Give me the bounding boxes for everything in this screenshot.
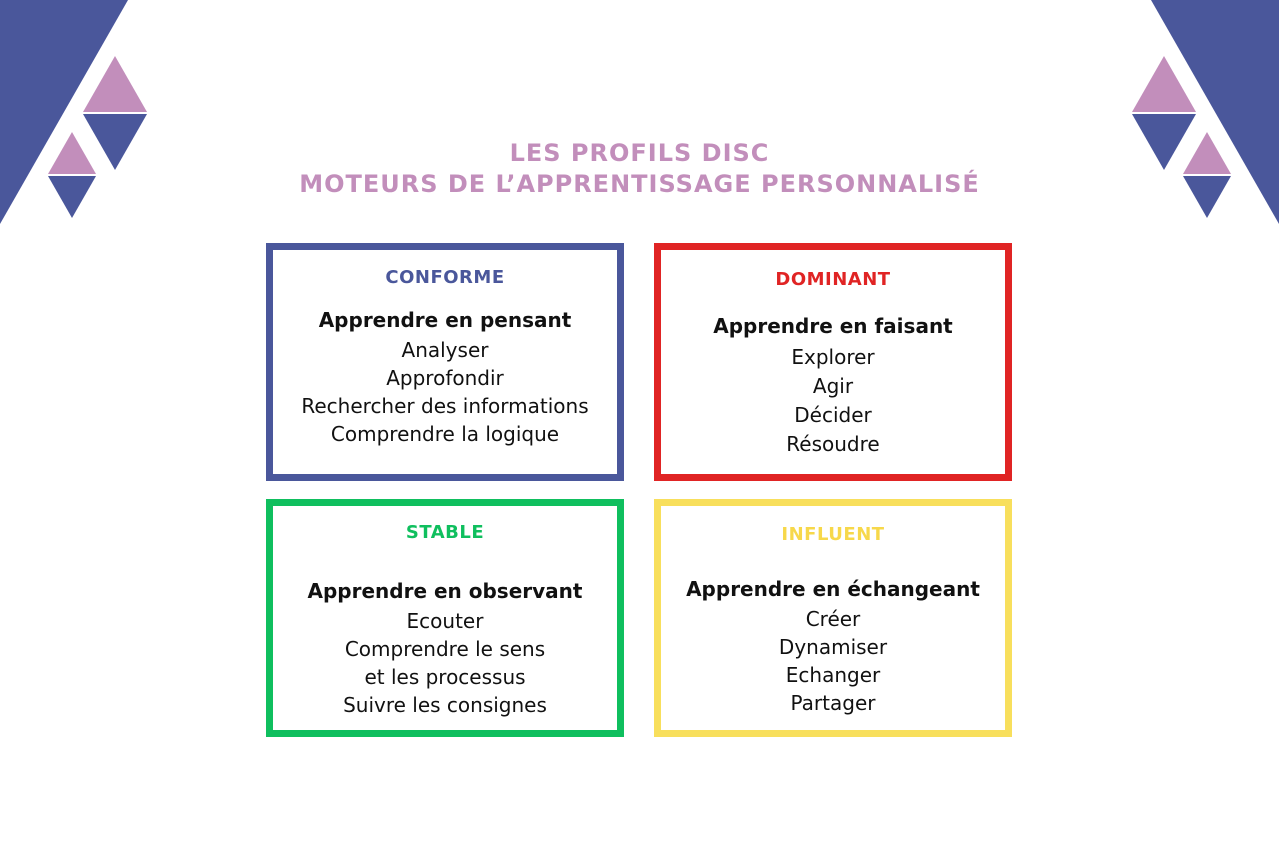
card-heading-stable: STABLE — [405, 522, 485, 543]
list-item: Comprendre la logique — [330, 422, 560, 446]
list-item: Echanger — [785, 663, 881, 687]
pink-triangle-up — [83, 56, 147, 112]
list-item: Créer — [805, 607, 861, 631]
list-item: Explorer — [791, 345, 875, 369]
list-item: Ecouter — [406, 609, 484, 633]
list-item: Approfondir — [386, 366, 504, 390]
title-line-2: MOTEURS DE L’APPRENTISSAGE PERSONNALISÉ — [299, 170, 980, 198]
list-item: Décider — [794, 403, 872, 427]
card-lead-influent: Apprendre en échangeant — [686, 577, 980, 601]
card-heading-influent: INFLUENT — [781, 524, 885, 545]
card-dominant — [654, 243, 1012, 481]
card-heading-dominant: DOMINANT — [775, 269, 891, 290]
card-conforme — [266, 243, 624, 481]
list-item: Rechercher des informations — [301, 394, 589, 418]
list-item: Analyser — [401, 338, 489, 362]
list-item: Résoudre — [786, 432, 880, 456]
card-body-dominant — [661, 312, 1005, 459]
card-lead-dominant: Apprendre en faisant — [713, 314, 953, 338]
card-stable — [266, 499, 624, 737]
title-line-1: LES PROFILS DISC — [509, 139, 770, 167]
card-heading-conforme: CONFORME — [385, 267, 505, 288]
card-body-influent — [661, 575, 1005, 717]
card-body-conforme — [273, 306, 617, 448]
list-item: Comprendre le sens — [344, 637, 546, 661]
card-body-stable — [273, 577, 617, 719]
list-item: Dynamiser — [778, 635, 888, 659]
list-item: Suivre les consignes — [343, 693, 547, 717]
list-item: et les processus — [364, 665, 526, 689]
list-item: Partager — [790, 691, 876, 715]
pink-triangle-up — [1132, 56, 1196, 112]
card-lead-conforme: Apprendre en pensant — [318, 308, 572, 332]
card-influent — [654, 499, 1012, 737]
card-lead-stable: Apprendre en observant — [307, 579, 583, 603]
list-item: Agir — [812, 374, 854, 398]
page-title — [0, 138, 1279, 200]
